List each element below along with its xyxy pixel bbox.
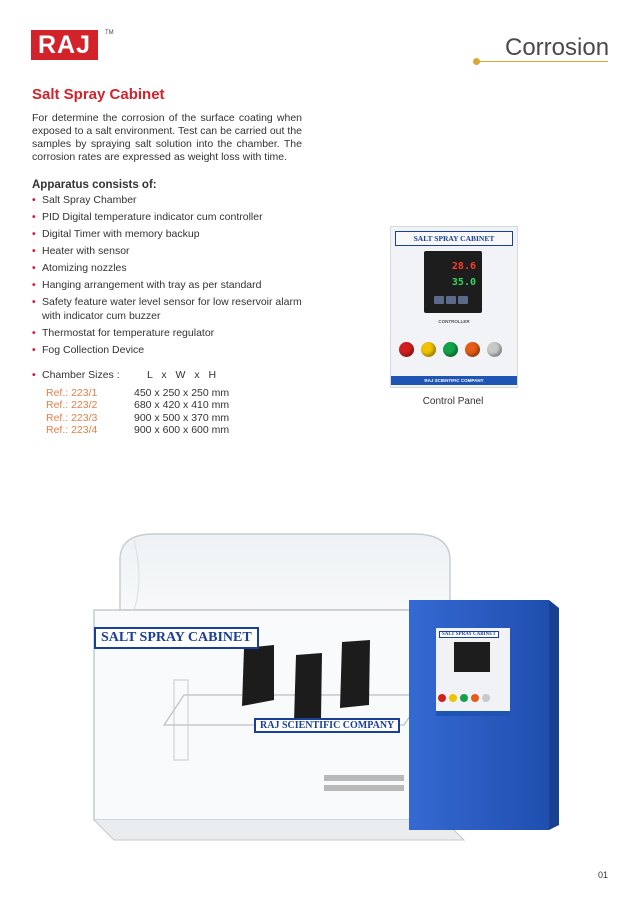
apparatus-list [32,194,302,361]
red-lamp-icon [399,342,414,357]
bullet-icon: • [32,279,36,291]
bullet-icon: • [32,296,36,308]
list-item [32,279,302,293]
green-lamp-icon [443,342,458,357]
raj-logo: RAJ [31,30,98,60]
list-item-text: Thermostat for temperature regulator [42,326,215,339]
list-item [32,262,302,276]
ref-code: Ref.: 223/3 [46,411,98,424]
cabinet-label: SALT SPRAY CABINET [94,627,259,649]
chamber-sizes-label-text: Chamber Sizes : [42,369,120,381]
product-title: Salt Spray Cabinet [32,86,165,103]
cabinet-illustration [64,520,574,850]
table-row [46,412,229,424]
header-dot-icon [473,58,480,65]
ref-code: Ref.: 223/1 [46,387,98,399]
control-panel-image [390,226,518,388]
ref-code: Ref.: 223/4 [46,423,98,436]
list-item [32,228,302,242]
section-title: Corrosion [505,34,610,61]
list-item-text: Fog Collection Device [42,343,145,356]
pv-display: 28.6 [451,261,476,272]
list-item [32,194,302,208]
bullet-icon: • [32,245,36,257]
trademark-mark: TM [105,30,114,36]
bullet-icon: • [32,369,36,381]
header-rule [477,61,608,62]
indicator-lamps [399,342,502,357]
orange-lamp-icon [465,342,480,357]
controller-key-icon [458,296,468,304]
list-item [32,327,302,341]
ref-code: Ref.: 223/2 [46,399,98,412]
cabinet-panel-title: SALT SPRAY CABINET [439,631,499,638]
table-row [46,424,229,436]
list-item-text: PID Digital temperature indicator cum controller [42,211,263,223]
pid-controller [424,251,482,313]
bullet-icon: • [32,262,36,274]
bullet-icon: • [32,326,36,339]
controller-keys [434,296,468,304]
list-item-text: Safety feature water level sensor for low reservoir alarm with indicator cum buzzer [42,296,302,322]
list-item-text: Atomizing nozzles [42,262,127,274]
dimensions: 680 x 420 x 410 mm [134,399,230,412]
control-panel-caption: Control Panel [422,396,484,407]
chamber-sizes-header: L x W x H [147,369,217,381]
list-item-text: Salt Spray Chamber [42,194,137,206]
list-item [32,296,302,323]
list-item-text: Digital Timer with memory backup [42,228,200,240]
chamber-sizes-table [46,387,229,436]
list-item-text: Hanging arrangement with tray as per standard [42,279,262,291]
list-item [32,344,302,358]
cabinet-company-label: RAJ SCIENTIFIC COMPANY [254,718,400,733]
dimensions: 900 x 500 x 370 mm [134,411,230,424]
sv-display: 35.0 [451,277,476,288]
control-panel-company: RAJ SCIENTIFIC COMPANY [391,376,517,385]
chamber-sizes-label [32,369,120,381]
salt-spray-cabinet-image [64,520,574,850]
bullet-icon: • [32,343,36,356]
page-number: 01 [598,870,609,880]
product-description: For determine the corrosion of the surface coating when exposed to a salt environment. Test can be carried out the samples by spraying salt solution into the chamber. The corrosion rates are expressed as weight loss with time. [32,112,302,163]
table-row [46,399,229,411]
list-item [32,245,302,259]
apparatus-heading: Apparatus consists of: [32,179,157,191]
list-item [32,211,302,225]
table-row [46,387,229,399]
list-item-text: Heater with sensor [42,245,130,257]
bullet-icon: • [32,194,36,206]
yellow-lamp-icon [421,342,436,357]
controller-label: CONTROLLER [438,319,470,324]
controller-key-icon [434,296,444,304]
control-panel-title: SALT SPRAY CABINET [395,231,513,246]
bullet-icon: • [32,228,36,240]
bullet-icon: • [32,211,36,223]
controller-key-icon [446,296,456,304]
toggle-switch-icon [487,342,502,357]
dimensions: 450 x 250 x 250 mm [134,387,230,399]
dimensions: 900 x 600 x 600 mm [134,423,230,436]
